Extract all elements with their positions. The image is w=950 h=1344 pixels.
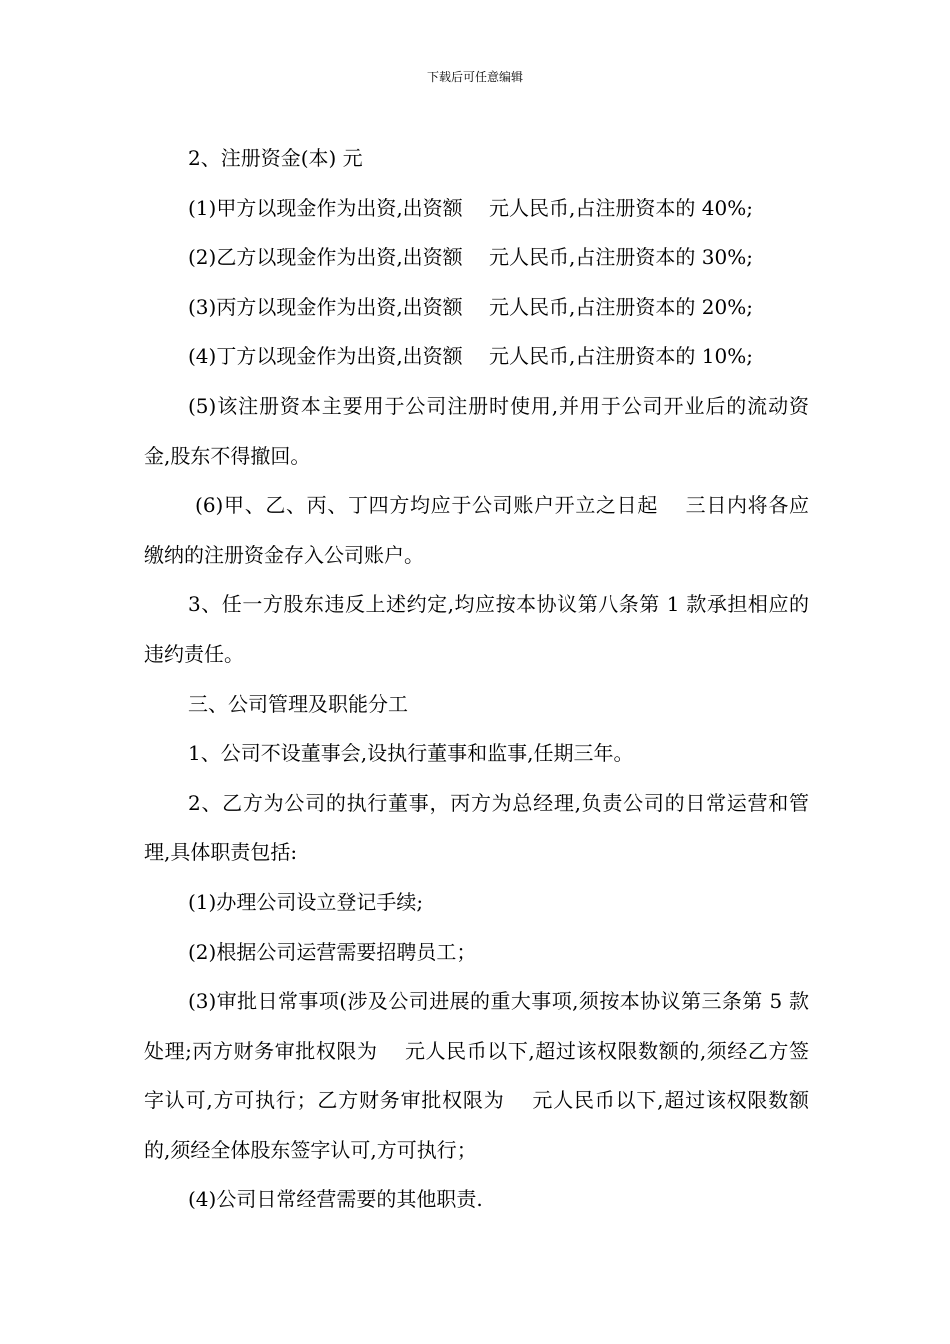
- paragraph-duty-hiring: (2)根据公司运营需要招聘员工；: [188, 939, 477, 964]
- paragraph-duty-approval: (3)审批日常事项(涉及公司进展的重大事项,须按本协议第三条第 5 款处理;丙方财务审批权限为 元人民币以下,超过该权限数额的,须经乙方签字认可,方可执行；乙方财务审批权限为 元人民币以下,超过该权限数额的,须经全体股东签字认可,方可执行；: [144, 989, 809, 1162]
- paragraph-registered-capital: 2、注册资金(本) 元: [188, 146, 363, 170]
- paragraph-no-board: 1、公司不设董事会,设执行董事和监事,任期三年。: [188, 741, 634, 766]
- paragraph-party-d-contribution: (4)丁方以现金作为出资,出资额 元人民币,占注册资本的 10%;: [188, 344, 753, 369]
- paragraph-party-c-contribution: (3)丙方以现金作为出资,出资额 元人民币,占注册资本的 20%;: [188, 294, 753, 319]
- paragraph-capital-usage: (5)该注册资本主要用于公司注册时使用,并用于公司开业后的流动资金,股东不得撤回。: [144, 393, 809, 468]
- document-body: [144, 134, 809, 1225]
- paragraph-duty-registration: (1)办理公司设立登记手续;: [188, 889, 424, 914]
- section-heading-management: 三、公司管理及职能分工: [188, 691, 408, 716]
- paragraph-breach-liability: 3、任一方股东违反上述约定,均应按本协议第八条第 1 款承担相应的违约责任。: [144, 592, 809, 666]
- paragraph-party-b-contribution: (2)乙方以现金作为出资,出资额 元人民币,占注册资本的 30%;: [188, 245, 753, 270]
- download-note: 下载后可任意编辑: [426, 70, 523, 84]
- paragraph-executive-director: 2、乙方为公司的执行董事，丙方为总经理,负责公司的日常运营和管理,具体职责包括:: [144, 790, 809, 865]
- paragraph-deposit-deadline: (6)甲、乙、丙、丁四方均应于公司账户开立之日起 三日内将各应缴纳的注册资金存入公司账户。: [144, 493, 810, 567]
- paragraph-party-a-contribution: (1)甲方以现金作为出资,出资额 元人民币,占注册资本的 40%;: [188, 195, 753, 220]
- paragraph-duty-other: (4)公司日常经营需要的其他职责.: [188, 1187, 483, 1212]
